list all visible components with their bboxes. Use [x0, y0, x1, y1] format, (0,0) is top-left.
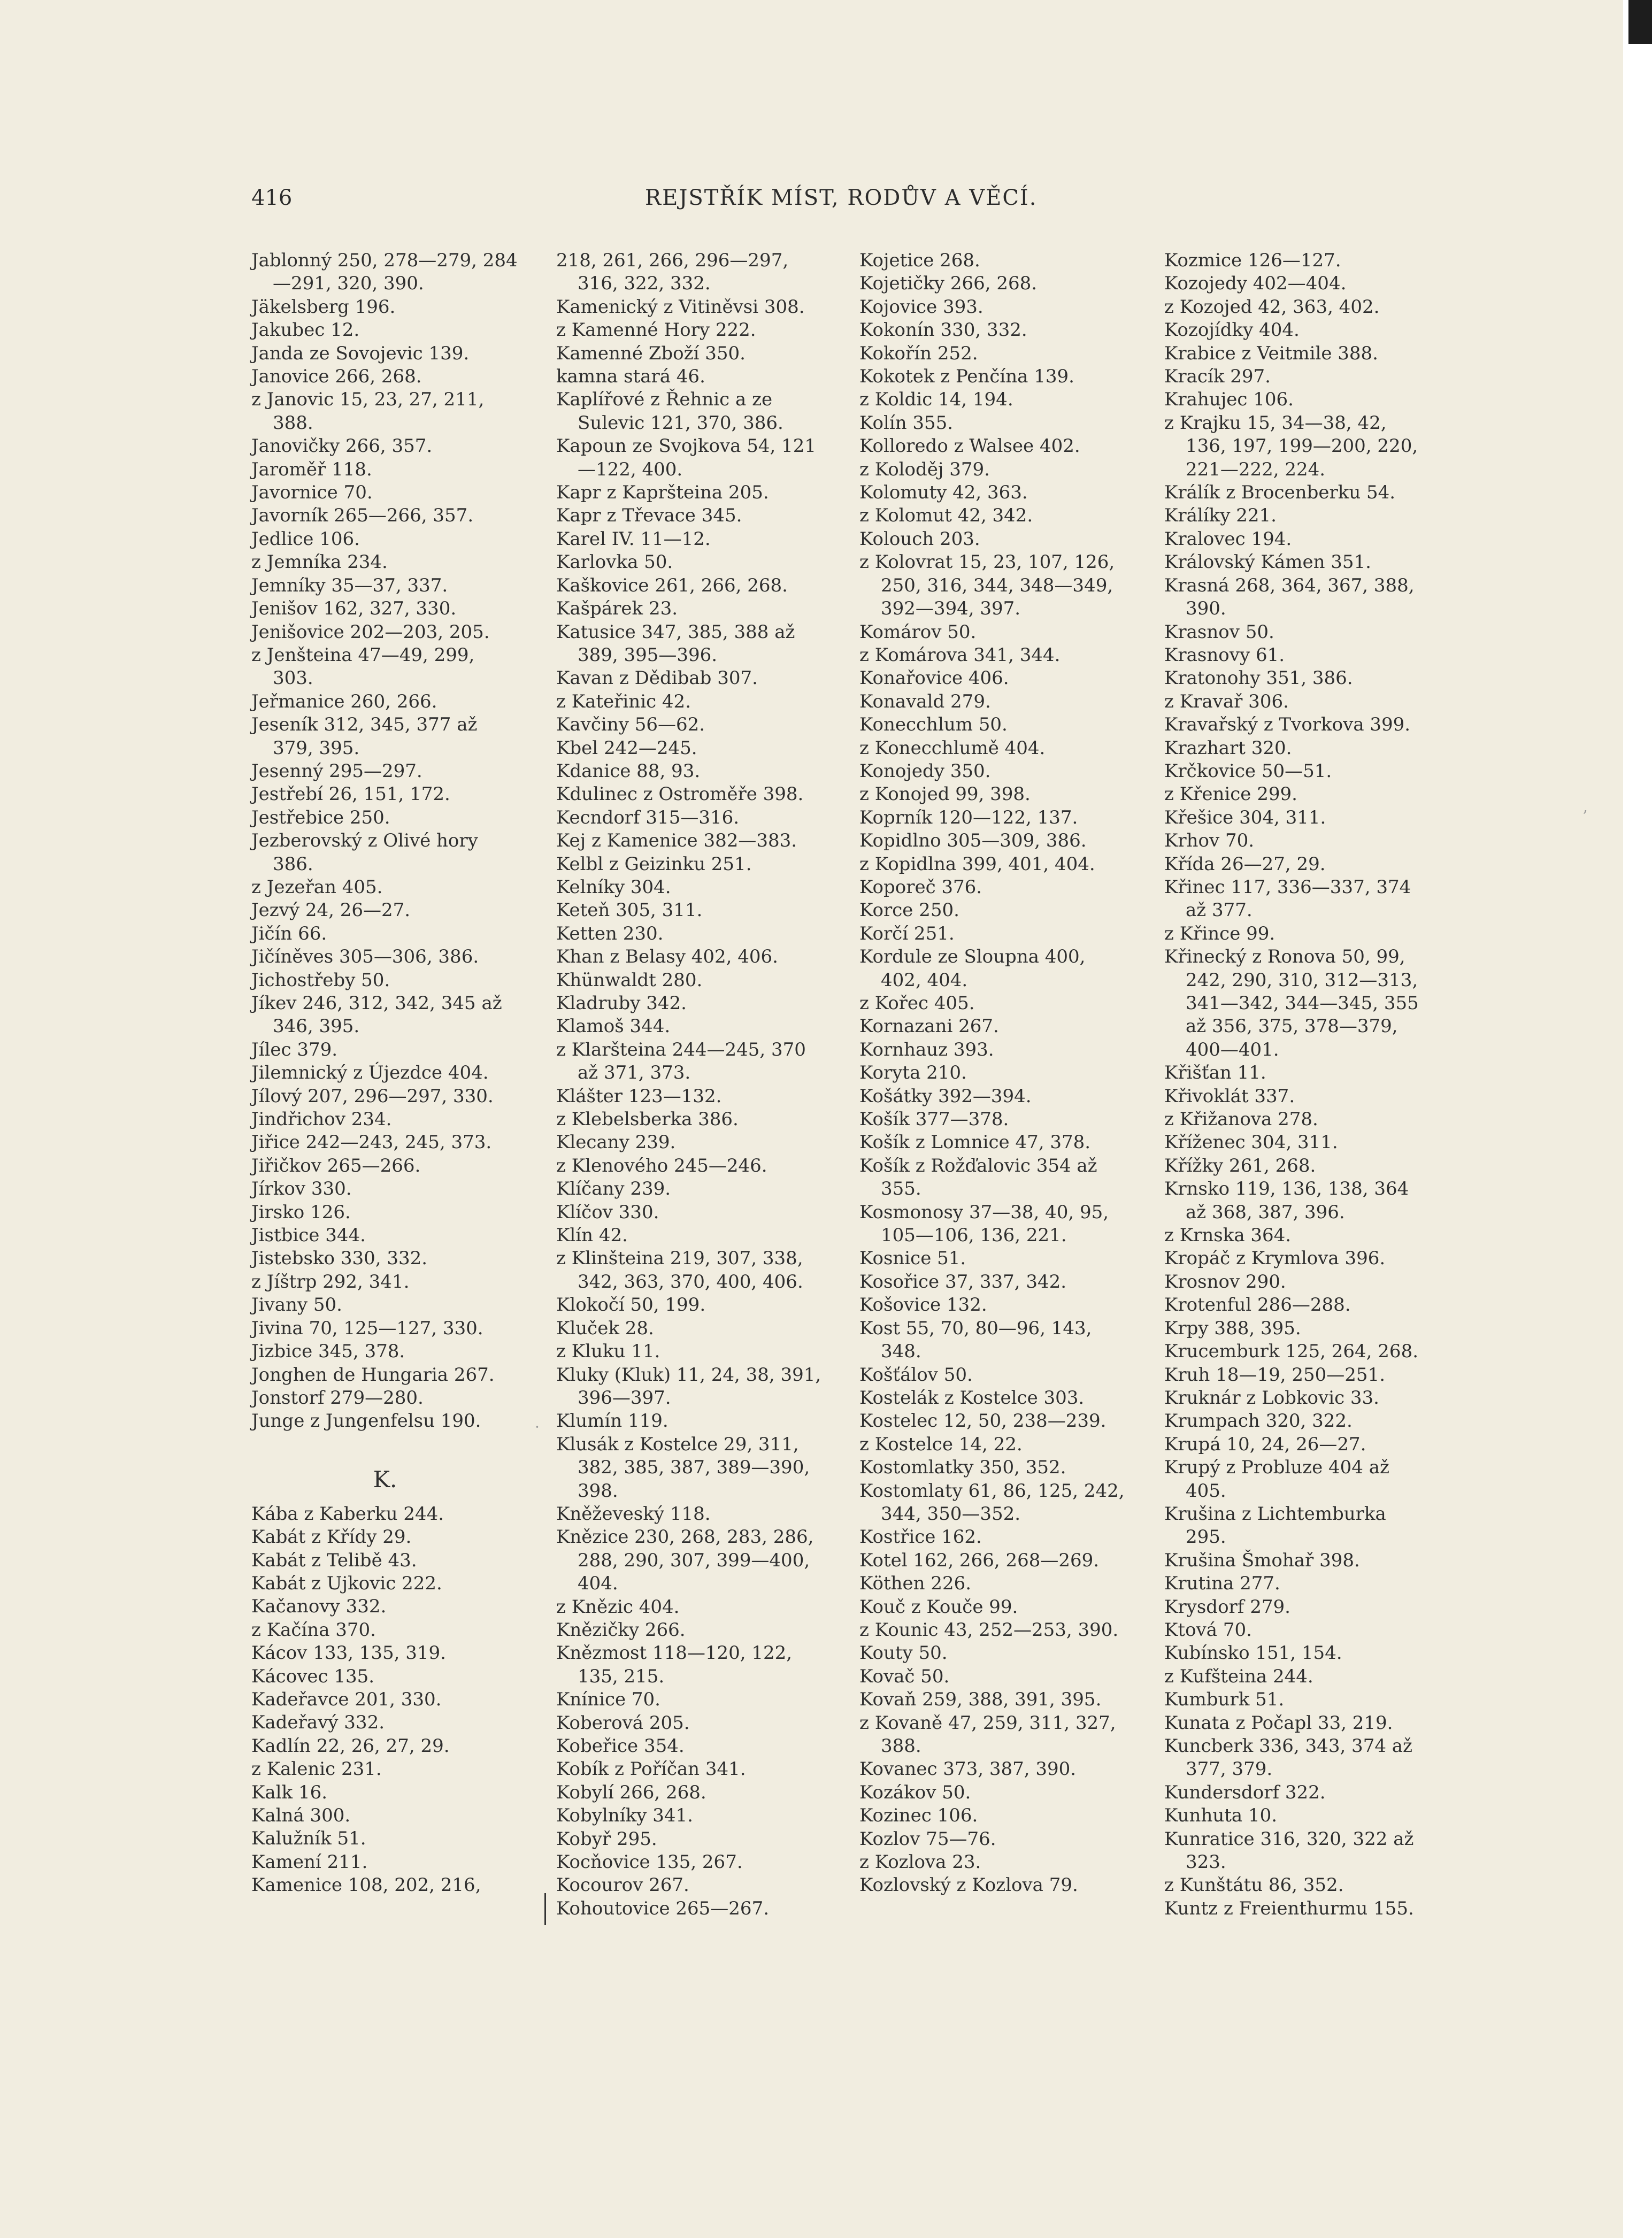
index-entry: Jilemnický z Újezdce 404.	[251, 1062, 489, 1084]
index-entry: Knězmost 118—120, 122, 135, 215.	[556, 1642, 793, 1687]
page-edge	[1623, 0, 1652, 2238]
index-entry: Jonstorf 279—280.	[251, 1387, 424, 1409]
index-entry: Kracík 297.	[1164, 366, 1271, 388]
index-entry: Kadlín 22, 26, 27, 29.	[251, 1735, 450, 1757]
index-entry: Klíčov 330.	[556, 1201, 659, 1223]
index-entry: Katusice 347, 385, 388 až 389, 395—396.	[556, 621, 795, 666]
index-entry: Jesenný 295—297.	[251, 760, 422, 782]
index-entry: Kapr z Třevace 345.	[556, 505, 742, 527]
index-entry: Kokořín 252.	[859, 342, 978, 364]
index-entry: z Kovaně 47, 259, 311, 327, 388.	[859, 1712, 1116, 1757]
index-entry: z Kravař 306.	[1164, 690, 1289, 712]
index-entry: Jeseník 312, 345, 377 až 379, 395.	[251, 714, 478, 759]
index-entry: Kdulinec z Ostroměře 398.	[556, 783, 804, 805]
index-entry: Kbel 242—245.	[556, 737, 697, 759]
index-entry: z Komárova 341, 344.	[859, 644, 1061, 666]
index-entry: Klusák z Kostelce 29, 311, 382, 385, 387, 389—390, 398.	[556, 1433, 810, 1502]
index-entry: Krasná 268, 364, 367, 388, 390.	[1164, 574, 1415, 620]
index-entry: Jablonný 250, 278—279, 284—291, 320, 390.	[251, 250, 518, 295]
index-entry: Karlovka 50.	[556, 551, 673, 573]
index-entry: Křišťan 11.	[1164, 1062, 1266, 1084]
index-entry: Kozojídky 404.	[1164, 319, 1300, 341]
index-entry: Kostomlatky 350, 352.	[859, 1457, 1066, 1479]
index-entry: Křinecký z Ronova 50, 99, 242, 290, 310, 312—313, 341—342, 344—345, 355 až 356, 375, 378—379, 400—401.	[1164, 946, 1419, 1060]
index-entry: Klíčany 239.	[556, 1178, 671, 1200]
index-entry: z Jíštrp 292, 341.	[251, 1271, 410, 1293]
index-entry: Kropáč z Krymlova 396.	[1164, 1248, 1386, 1270]
index-entry: Křinec 117, 336—337, 374 až 377.	[1164, 876, 1411, 921]
index-entry: Kopidlno 305—309, 386.	[859, 830, 1087, 852]
index-entry: Kačanovy 332.	[251, 1596, 387, 1618]
index-entry: Jestřebice 250.	[251, 806, 390, 828]
scan-corner	[1628, 0, 1652, 44]
index-entry: Jaroměř 118.	[251, 458, 372, 480]
index-entry: Košátky 392—394.	[859, 1085, 1032, 1107]
index-entry: Kozlov 75—76.	[859, 1828, 996, 1850]
index-entry: z Kostelce 14, 22.	[859, 1433, 1023, 1455]
index-entry: Kunratice 316, 320, 322 až 323.	[1164, 1828, 1414, 1873]
index-entry: Křešice 304, 311.	[1164, 806, 1326, 828]
index-entry: z Kunštátu 86, 352.	[1164, 1874, 1344, 1896]
index-entry: Ketten 230.	[556, 922, 664, 944]
index-entry: Košovice 132.	[859, 1294, 987, 1316]
index-entry: Khünwaldt 280.	[556, 969, 703, 991]
index-entry: Kostelec 12, 50, 238—239.	[859, 1410, 1107, 1432]
index-entry: z Kačína 370.	[251, 1619, 376, 1641]
index-entry: z Klinšteina 219, 307, 338, 342, 363, 370, 400, 406.	[556, 1248, 803, 1293]
index-entry: Kouč z Kouče 99.	[859, 1596, 1018, 1618]
index-entry: z Kounic 43, 252—253, 390.	[859, 1619, 1119, 1641]
index-entry: Jiřičkov 265—266.	[251, 1155, 421, 1176]
index-entry: Kladruby 342.	[556, 993, 687, 1014]
index-entry: Kolomuty 42, 363.	[859, 482, 1028, 504]
index-entry: Kabát z Křídy 29.	[251, 1526, 412, 1548]
index-entry: Kocňovice 135, 267.	[556, 1851, 743, 1873]
index-entry: Kruknár z Lobkovic 33.	[1164, 1387, 1379, 1409]
index-entry: Kej z Kamenice 382—383.	[556, 830, 797, 852]
index-entry: Jizbice 345, 378.	[251, 1341, 405, 1363]
index-entry: Kluček 28.	[556, 1317, 654, 1339]
index-entry: Javornice 70.	[251, 482, 373, 504]
index-entry: Klokočí 50, 199.	[556, 1294, 706, 1316]
index-entry: Krysdorf 279.	[1164, 1596, 1290, 1618]
index-entry: z Knězic 404.	[556, 1596, 680, 1618]
index-entry: Kobylí 266, 268.	[556, 1781, 706, 1803]
index-entry: Jakubec 12.	[251, 319, 360, 341]
index-entry: Knězičky 266.	[556, 1619, 686, 1641]
index-entry: z Kalenic 231.	[251, 1758, 382, 1780]
index-entry: Krušina z Lichtemburka 295.	[1164, 1503, 1386, 1548]
index-entry: Kostřice 162.	[859, 1526, 982, 1548]
index-entry: Jírkov 330.	[251, 1178, 352, 1200]
index-entry: Kabát z Ujkovic 222.	[251, 1572, 442, 1594]
index-entry: Kolouch 203.	[859, 528, 980, 550]
index-entry: z Kozojed 42, 363, 402.	[1164, 296, 1380, 318]
index-entry: Krotenful 286—288.	[1164, 1294, 1351, 1316]
index-entry: Kadeřavý 332.	[251, 1712, 385, 1734]
index-entry: Kozlovský z Kozlova 79.	[859, 1874, 1078, 1896]
index-entry: Jistebsko 330, 332.	[251, 1248, 428, 1270]
index-entry: Jäkelsberg 196.	[251, 296, 396, 318]
index-entry: Křivoklát 337.	[1164, 1085, 1295, 1107]
index-entry: Jílec 379.	[251, 1039, 338, 1060]
index-entry: Kornhauz 393.	[859, 1039, 994, 1060]
index-entry: Krumpach 320, 322.	[1164, 1410, 1353, 1432]
index-entry: Krazhart 320.	[1164, 737, 1292, 759]
index-entry: Korčí 251.	[859, 922, 955, 944]
index-entry: z Kamenné Hory 222.	[556, 319, 756, 341]
index-entry: Kaplířové z Řehnic a ze Sulevic 121, 370, 386.	[556, 389, 783, 434]
index-entry: Kadeřavce 201, 330.	[251, 1688, 442, 1710]
index-entry: Kubínsko 151, 154.	[1164, 1642, 1342, 1664]
index-entry: Kohoutovice 265—267.	[556, 1897, 770, 1919]
index-entry: Jiřice 242—243, 245, 373.	[251, 1132, 492, 1153]
index-entry: Kornazani 267.	[859, 1016, 999, 1037]
index-entry: Kojetice 268.	[859, 250, 980, 271]
index-entry: Krhov 70.	[1164, 830, 1255, 852]
index-entry: z Konojed 99, 398.	[859, 783, 1031, 805]
index-entry: Krabice z Veitmile 388.	[1164, 342, 1378, 364]
index-column-3	[859, 249, 1127, 1897]
index-entry: Jezvý 24, 26—27.	[251, 899, 411, 921]
index-entry: Kokonín 330, 332.	[859, 319, 1027, 341]
index-entry: z Koloděj 379.	[859, 458, 990, 480]
index-entry: Janovice 266, 268.	[251, 366, 422, 388]
index-entry: Knínice 70.	[556, 1689, 660, 1711]
index-entry: Kozmice 126—127.	[1164, 250, 1341, 271]
index-entry: Kamenický z Vitiněvsi 308.	[556, 296, 805, 318]
index-entry: Kouty 50.	[859, 1642, 948, 1664]
index-entry: Koprník 120—122, 137.	[859, 806, 1078, 828]
index-entry: Koryta 210.	[859, 1062, 967, 1084]
index-entry: Kosnice 51.	[859, 1248, 966, 1270]
index-entry: Krucemburk 125, 264, 268.	[1164, 1341, 1419, 1363]
index-entry: Jichostřeby 50.	[251, 969, 390, 991]
index-entry: Kalužník 51.	[251, 1828, 366, 1850]
index-entry: Kobík z Poříčan 341.	[556, 1758, 746, 1780]
index-entry: Krčkovice 50—51.	[1164, 760, 1332, 782]
index-entry: Kojetičky 266, 268.	[859, 273, 1038, 295]
index-entry: Krpy 388, 395.	[1164, 1317, 1301, 1339]
index-entry: 218, 261, 266, 296—297, 316, 322, 332.	[556, 250, 789, 295]
index-entry: Knězice 230, 268, 283, 286, 288, 290, 307, 399—400, 404.	[556, 1526, 814, 1595]
index-entry: z Křince 99.	[1164, 922, 1276, 944]
index-entry: Jedlice 106.	[251, 528, 360, 550]
index-entry: Kunhuta 10.	[1164, 1805, 1278, 1827]
index-entry: Krupá 10, 24, 26—27.	[1164, 1433, 1366, 1455]
index-entry: Kavan z Dědibab 307.	[556, 667, 758, 689]
page-header	[0, 176, 1623, 219]
index-entry: Křída 26—27, 29.	[1164, 853, 1326, 875]
index-entry: Kapoun ze Svojkova 54, 121—122, 400.	[556, 435, 816, 480]
index-entry: Korce 250.	[859, 899, 959, 921]
index-entry: Kostelák z Kostelce 303.	[859, 1387, 1085, 1409]
index-entry: Kost 55, 70, 80—96, 143, 348.	[859, 1317, 1092, 1363]
index-entry: Kolín 355.	[859, 412, 954, 434]
index-entry: Kamenné Zboží 350.	[556, 342, 746, 364]
index-entry: Jemníky 35—37, 337.	[251, 574, 448, 596]
index-entry: Jivany 50.	[251, 1294, 342, 1316]
index-entry: Kralovec 194.	[1164, 528, 1292, 550]
index-entry: Jistbice 344.	[251, 1225, 366, 1247]
index-entry: Kruh 18—19, 250—251.	[1164, 1364, 1385, 1386]
index-entry: Košťálov 50.	[859, 1364, 973, 1386]
index-entry: z Jenšteina 47—49, 299, 303.	[251, 644, 475, 689]
index-entry: Jezberovský z Olivé hory 386.	[251, 830, 478, 875]
index-entry: Koberová 205.	[556, 1712, 690, 1734]
index-entry: Kácovec 135.	[251, 1665, 375, 1687]
index-entry: Jindřichov 234.	[251, 1109, 392, 1130]
index-entry: Kojovice 393.	[859, 296, 983, 318]
index-entry: Ktová 70.	[1164, 1619, 1252, 1641]
index-entry: Kabát z Telibě 43.	[251, 1549, 417, 1571]
index-entry: z Janovic 15, 23, 27, 211, 388.	[251, 389, 485, 434]
index-entry: Klumín 119.	[556, 1410, 669, 1432]
index-entry: Jivina 70, 125—127, 330.	[251, 1317, 483, 1339]
index-entry: Kecndorf 315—316.	[556, 806, 740, 828]
index-column-1	[251, 249, 519, 1897]
index-entry: z Kateřinic 42.	[556, 690, 691, 712]
index-entry: Jonghen de Hungaria 267.	[251, 1364, 495, 1386]
index-entry: Kovač 50.	[859, 1665, 950, 1687]
index-entry: Jenišov 162, 327, 330.	[251, 598, 457, 620]
index-entry: Kosmonosy 37—38, 40, 95, 105—106, 136, 221.	[859, 1201, 1109, 1247]
index-entry: Jenišovice 202—203, 205.	[251, 621, 490, 643]
index-entry: Jeřmanice 260, 266.	[251, 690, 437, 712]
index-entry: Kovaň 259, 388, 391, 395.	[859, 1689, 1102, 1711]
index-entry: z Jezeřan 405.	[251, 876, 383, 898]
index-entry: z Kořec 405.	[859, 993, 975, 1014]
index-entry: Kamení 211.	[251, 1851, 368, 1873]
index-entry: kamna stará 46.	[556, 366, 705, 388]
index-entry: z Krnska 364.	[1164, 1225, 1292, 1247]
index-entry: Krutina 277.	[1164, 1573, 1280, 1595]
index-entry: Jestřebí 26, 151, 172.	[251, 783, 450, 805]
column-rule	[544, 1893, 546, 1925]
index-entry: Klecany 239.	[556, 1132, 676, 1153]
index-entry: Kříženec 304, 311.	[1164, 1132, 1338, 1153]
index-entry: Kozojedy 402—404.	[1164, 273, 1347, 295]
index-entry: Janovičky 266, 357.	[251, 435, 433, 457]
index-entry: Kobyř 295.	[556, 1828, 657, 1850]
index-entry: z Koldic 14, 194.	[859, 389, 1013, 411]
index-entry: z Krajku 15, 34—38, 42, 136, 197, 199—200, 220, 221—222, 224.	[1164, 412, 1418, 480]
index-entry: Jílový 207, 296—297, 330.	[251, 1085, 494, 1107]
index-entry: Krasnov 50.	[1164, 621, 1274, 643]
index-entry: Keteň 305, 311.	[556, 899, 703, 921]
index-entry: Kotel 162, 266, 268—269.	[859, 1549, 1100, 1571]
index-entry: Kunata z Počapl 33, 219.	[1164, 1712, 1393, 1734]
index-entry: Kumburk 51.	[1164, 1689, 1285, 1711]
index-entry: Klášter 123—132.	[556, 1085, 722, 1107]
index-entry: Krahujec 106.	[1164, 389, 1294, 411]
index-entry: Jičín 66.	[251, 922, 327, 944]
index-entry: Kněževeský 118.	[556, 1503, 711, 1525]
index-entry: Kozinec 106.	[859, 1805, 978, 1827]
index-entry: Kuncberk 336, 343, 374 až 377, 379.	[1164, 1735, 1412, 1780]
index-entry: Kdanice 88, 93.	[556, 760, 701, 782]
index-entry: z Jemníka 234.	[251, 551, 388, 573]
index-entry: Krupý z Probluze 404 až 405.	[1164, 1457, 1389, 1502]
index-entry: Kratonohy 351, 386.	[1164, 667, 1353, 689]
index-entry: z Kufšteina 244.	[1164, 1665, 1313, 1687]
index-entry: z Kozlova 23.	[859, 1851, 981, 1873]
index-entry: Kelbl z Geizinku 251.	[556, 853, 752, 875]
index-entry: Jirsko 126.	[251, 1201, 351, 1223]
index-entry: Košík z Rožďalovic 354 až 355.	[859, 1155, 1097, 1200]
index-entry: z Křižanova 278.	[1164, 1109, 1318, 1130]
index-entry: Komárov 50.	[859, 621, 977, 643]
index-entry: z Křenice 299.	[1164, 783, 1297, 805]
index-entry: Královský Kámen 351.	[1164, 551, 1371, 573]
index-entry: Kapr z Kapršteina 205.	[556, 482, 769, 504]
index-entry: Kuntz z Freienthurmu 155.	[1164, 1897, 1414, 1919]
stray-mark: ,	[1583, 798, 1588, 816]
stray-mark: ·	[535, 1418, 540, 1436]
index-entry: Kalk 16.	[251, 1781, 328, 1803]
index-entry: Kluky (Kluk) 11, 24, 38, 391, 396—397.	[556, 1364, 821, 1409]
index-entry: Karel IV. 11—12.	[556, 528, 711, 550]
index-entry: Kordule ze Sloupna 400, 402, 404.	[859, 946, 1086, 991]
index-entry: z Klaršteina 244—245, 370 až 371, 373.	[556, 1039, 806, 1084]
index-column-4	[1164, 249, 1432, 1920]
index-entry: Kobeřice 354.	[556, 1735, 685, 1757]
index-entry: Krušina Šmohař 398.	[1164, 1549, 1360, 1571]
index-entry: z Kolomut 42, 342.	[859, 505, 1033, 527]
index-entry: Kalná 300.	[251, 1805, 351, 1826]
index-entry: Košík z Lomnice 47, 378.	[859, 1132, 1091, 1153]
index-entry: Kašpárek 23.	[556, 598, 678, 620]
index-entry: z Klenového 245—246.	[556, 1155, 767, 1176]
index-entry: Kába z Kaberku 244.	[251, 1503, 444, 1525]
index-entry: Jičíněves 305—306, 386.	[251, 946, 479, 968]
index-entry: z Kluku 11.	[556, 1341, 660, 1363]
index-entry: Janda ze Sovojevic 139.	[251, 342, 470, 364]
index-entry: Krnsko 119, 136, 138, 364 až 368, 387, 396.	[1164, 1178, 1409, 1223]
index-entry: z Kolovrat 15, 23, 107, 126, 250, 316, 344, 348—349, 392—394, 397.	[859, 551, 1115, 620]
index-entry: Kostomlaty 61, 86, 125, 242, 344, 350—352.	[859, 1480, 1125, 1525]
index-entry: Kravařský z Tvorkova 399.	[1164, 714, 1411, 736]
index-entry: Křížky 261, 268.	[1164, 1155, 1316, 1176]
index-entry: Kundersdorf 322.	[1164, 1781, 1326, 1803]
index-entry: Konavald 279.	[859, 690, 991, 712]
index-entry: Králík z Brocenberku 54.	[1164, 482, 1396, 504]
index-entry: Köthen 226.	[859, 1573, 972, 1595]
index-entry: Kavčiny 56—62.	[556, 714, 705, 736]
index-entry: Konojedy 350.	[859, 760, 991, 782]
index-entry: Kelníky 304.	[556, 876, 671, 898]
index-entry: z Kopidlna 399, 401, 404.	[859, 853, 1095, 875]
index-entry: Králíky 221.	[1164, 505, 1277, 527]
index-entry: Kosořice 37, 337, 342.	[859, 1271, 1067, 1293]
index-entry: z Klebelsberka 386.	[556, 1109, 739, 1130]
index-entry: Kocourov 267.	[556, 1874, 689, 1896]
index-entry: Khan z Belasy 402, 406.	[556, 946, 778, 968]
index-entry: Konecchlum 50.	[859, 714, 1008, 736]
index-entry: Kokotek z Penčína 139.	[859, 366, 1074, 388]
index-entry: Kamenice 108, 202, 216,	[251, 1874, 481, 1896]
index-entry: Kácov 133, 135, 319.	[251, 1642, 446, 1664]
index-entry: Klamoš 344.	[556, 1016, 671, 1037]
index-entry: Košík 377—378.	[859, 1109, 1009, 1130]
index-entry: Junge z Jungenfelsu 190.	[251, 1410, 481, 1432]
index-column-2	[556, 249, 824, 1920]
index-entry: Krasnovy 61.	[1164, 644, 1285, 666]
page-title: REJSTŘÍK MÍST, RODŮV A VĚCÍ.	[645, 186, 1038, 210]
index-entry: Javorník 265—266, 357.	[251, 505, 474, 527]
index-entry: Jíkev 246, 312, 342, 345 až 346, 395.	[251, 993, 502, 1037]
index-entry: Konařovice 406.	[859, 667, 1009, 689]
index-entry: Koporeč 376.	[859, 876, 982, 898]
index-entry: z Konecchlumě 404.	[859, 737, 1046, 759]
section-letter: K.	[373, 1466, 397, 1493]
index-entry: Kozákov 50.	[859, 1781, 971, 1803]
index-entry: Kolloredo z Walsee 402.	[859, 435, 1080, 457]
index-entry: Kobylníky 341.	[556, 1805, 693, 1827]
index-entry: Klín 42.	[556, 1225, 628, 1247]
index-entry: Kovanec 373, 387, 390.	[859, 1758, 1077, 1780]
page-number: 416	[251, 186, 293, 210]
index-entry: Krosnov 290.	[1164, 1271, 1286, 1293]
index-entry: Kaškovice 261, 266, 268.	[556, 574, 788, 596]
